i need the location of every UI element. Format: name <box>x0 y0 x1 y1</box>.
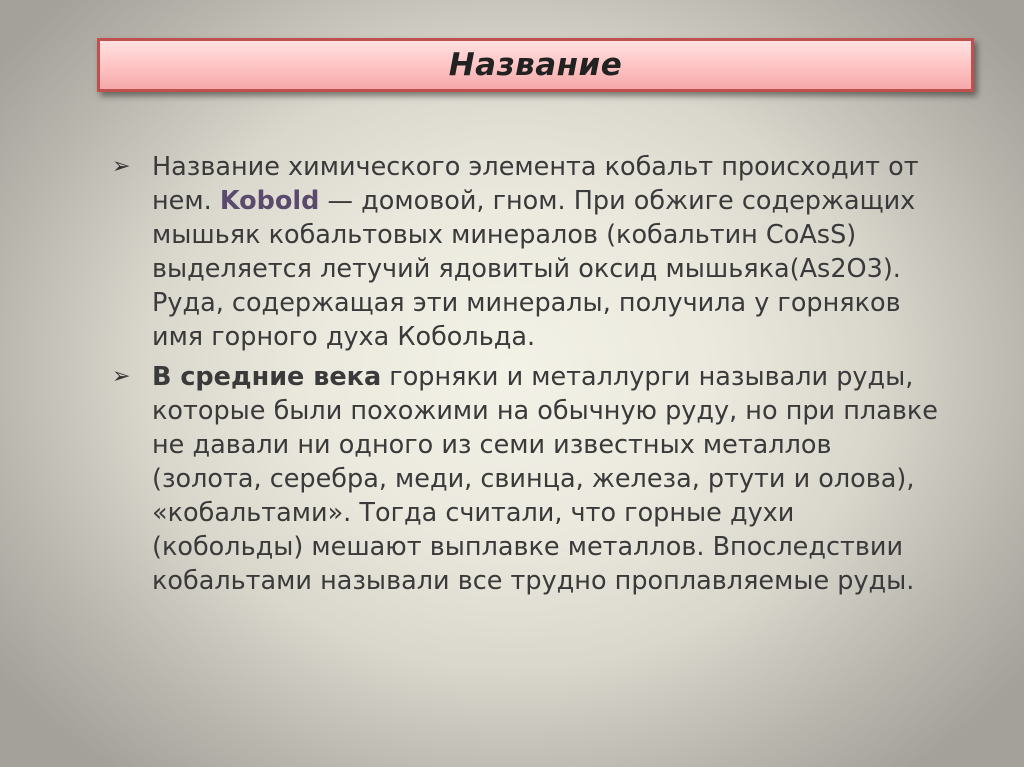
kobold-term: Kobold <box>219 186 320 216</box>
bullet-text-after: — домовой, гном. При обжиге содержащих мышьяк кобальтовых минералов (кобальтин CoAsS) выделяется летучий ядовитый оксид мышьяка(As2O3). Руда, содержащая эти минералы, получила у горняков имя горного духа Кобольда. <box>152 186 916 352</box>
arrowhead-bullet-icon: ➢ <box>112 364 131 389</box>
slide-title: Название <box>448 47 623 83</box>
bullet-item-middle-ages <box>112 360 942 598</box>
bullet-text-after: горняки и металлурги называли руды, которые были похожими на обычную руду, но при плавке не давали ни одного из семи известных металлов (золота, серебра, меди, свинца, железа, ртути и олова), «кобальтами». Тогда считали, что горные духи (кобольды) мешают выплавке металлов. Впоследствии кобальтами называли все трудно проплавляемые руды. <box>152 362 938 596</box>
arrowhead-bullet-icon: ➢ <box>112 154 131 179</box>
bullet-item-etymology <box>112 150 942 354</box>
bullet-lead: В средние века <box>152 362 382 392</box>
title-box <box>97 38 974 92</box>
content-area <box>112 150 942 604</box>
bullet-text-before: Название химического элемента кобальт происходит от нем. <box>152 152 919 216</box>
